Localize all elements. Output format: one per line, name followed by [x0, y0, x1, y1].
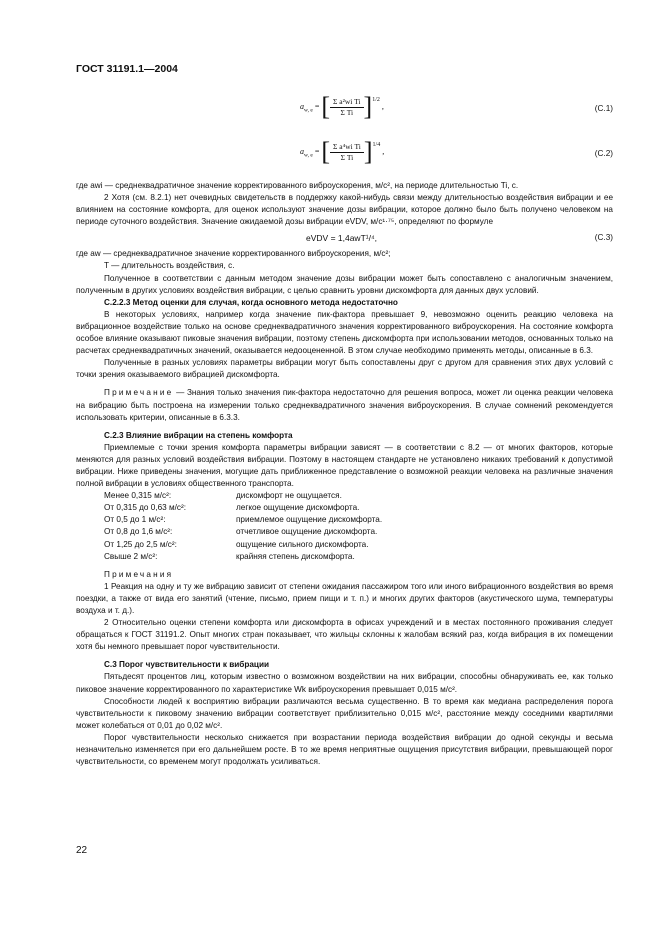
paragraph-perception: Способности людей к восприятию вибрации различаются весьма существенно. В то время как медиана распределения порога чувствительности к пиковому значению вибрации соответствует приблизительно 0,015 м/с², расстояние между соседними квартилями может колебаться от 0,01 до 0,02 м/с². — [76, 696, 613, 730]
formula-c2-number: (C.2) — [594, 149, 613, 158]
list-item: От 0,8 до 1,6 м/с²: отчетливое ощущение дискомфорта. — [104, 527, 378, 537]
page-number: 22 — [76, 845, 88, 856]
page-header: ГОСТ 31191.1—2004 — [76, 63, 178, 75]
heading-c23: С.2.3 Влияние вибрации на степень комфорта — [104, 430, 293, 440]
paragraph-comparison: Полученные в разных условиях параметры вибрации могут быть сопоставлены друг с другом для сравнения этих двух условий с точки зрения оказываемого вибрацией дискомфорта. — [76, 358, 613, 380]
paragraph-dose-comparison: Полученное в соответствии с данным методом значение дозы вибрации может быть сопоставлено с аналогичным значением, полученным в других условиях воздействия вибрации, с целью сравнить уровни дискомфорта для данных двух условий. — [76, 273, 613, 295]
paragraph-threshold: Пятьдесят процентов лиц, которым известно о возможном воздействии на них вибрации, способны обнаруживать ее, как только пиковое значение корректированного по характеристике Wk виброускорения превышает 0,015 м/с². — [76, 672, 613, 694]
paragraph-awi-definition: где awi — среднеквадратичное значение корректированного виброускорения, м/с², на периоде длительностью Ti, с. — [76, 181, 519, 190]
formula-c1-number: (C.1) — [594, 104, 613, 113]
list-item: От 0,5 до 1 м/с²: приемлемое ощущение дискомфорта. — [104, 515, 383, 525]
formula-c2-numerator: Σ a⁴wi Ti — [330, 142, 364, 153]
comfort-table — [76, 490, 613, 563]
paragraph-peak-factor: В некоторых условиях, например когда значение пик-фактора превышает 9, невозможно оценить реакцию человека на вибрационное воздействие только на основе среднеквадратичного значения корректированного виброускорения. На состояние комфорта особое влияние оказывают пиковые значения вибрации, поэтому степень дискомфорта при использовании методов, основанных только на расчетах среднеквадратичных значений, оказывается недооцененной. В этом случае необходимо применять методы, описанные в 6.3. — [76, 309, 613, 356]
formula-c1: $a_{w, e}$ = [ $\frac{\text{Σ a²wi Ti}}{\text{Σ Ti}}$ ]$^{1/2}$ , — [300, 92, 384, 121]
list-item: Свыше 2 м/с²: крайняя степень дискомфорта. — [104, 551, 355, 561]
paragraph-aw-definition: где aw — среднеквадратичное значение корректированного виброускорения, м/с²; — [76, 249, 391, 259]
paragraph-t-definition: T — длительность воздействия, с. — [104, 261, 235, 271]
list-item: Менее 0,315 м/с²: дискомфорт не ощущается. — [104, 491, 342, 501]
paragraph-threshold-change: Порог чувствительности несколько снижается при возрастании периода воздействия вибрации до одной секунды и весьма незначительно изменяется при его дальнейшем росте. В то же время неприятные ощущения присутствия вибрации, превышающей порог чувствительности, со временем могут продолжать усиливаться. — [76, 732, 613, 767]
paragraph-comfort-params: Приемлемые с точки зрения комфорта параметры вибрации зависят — в соответствии с 8.2 — от многих факторов, которые меняются для разных условий воздействия вибрации. Поэтому в настоящем стандарте не установлено никаких требований к допустимой вибрации. Ниже приведены значения, могущие дать приближенное представление о возможной реакции человека на различные значения полной вибрации в условиях общественного транспорта. — [76, 442, 613, 489]
formula-c2-denominator: Σ Ti — [340, 152, 354, 162]
formula-c1-numerator: Σ a²wi Ti — [330, 97, 363, 108]
list-item: От 0,315 до 0,63 м/с²: легкое ощущение дискомфорта. — [104, 503, 360, 513]
paragraph-vibration-dose: 2 Хотя (см. 8.2.1) нет очевидных свидетельств в поддержку какой-нибудь связи между длительностью воздействия вибрации и ее влиянием на состояние комфорта, для оценок используют значение дозы вибрации, которое должно было быть получено человеком на периоде суточного воздействия. Значение ожидаемой дозы вибрации eVDV, м/с¹·⁷⁵, определяют по формуле — [76, 193, 613, 227]
body-text — [76, 180, 613, 768]
heading-c223: С.2.2.3 Метод оценки для случая, когда основного метода недостаточно — [104, 297, 398, 307]
note-2: 2 Относительно оценки степени комфорта или дискомфорта в офисах учреждений и в местах постоянного проживания следует обращаться к ГОСТ 31191.2. Опыт многих стран показывает, что жильцы склонны к жалобам всякий раз, когда вибрация в их помещении хотя бы немного превышает порог чувствительности. — [76, 618, 613, 652]
formula-c1-denominator: Σ Ti — [340, 107, 354, 117]
formula-c3: eVDV = 1,4awT¹/⁴, — [306, 233, 377, 244]
note-peak-factor: Примечание — Знания только значения пик-фактора недостаточно для решения вопроса, может ли оценка реакции человека на вибрацию быть построена на измерении только среднеквадратичного значения виброускорения. В случае сомнений рекомендуется использовать критерии, описанные в 6.3.3. — [76, 388, 613, 422]
heading-c3: С.3 Порог чувствительности к вибрации — [104, 660, 270, 670]
list-item: От 1,25 до 2,5 м/с²: ощущение сильного дискомфорта. — [104, 539, 369, 549]
note-1: 1 Реакция на одну и ту же вибрацию зависит от степени ожидания пассажиром того или иного вибрационного воздействия во время поездки, а также от вида его занятий (чтение, письмо, прием пищи и т. п.) и многих других факторов (акустического шума, температуры воздуха и т. д.). — [76, 581, 613, 615]
formula-c3-number: (C.3) — [594, 233, 613, 243]
notes-label: Примечания — [104, 569, 174, 579]
formula-c2: $a_{w, e}$ = [ $\frac{\text{Σ a⁴wi Ti}}{\text{Σ Ti}}$ ]$^{1/4}$ , — [300, 137, 385, 166]
